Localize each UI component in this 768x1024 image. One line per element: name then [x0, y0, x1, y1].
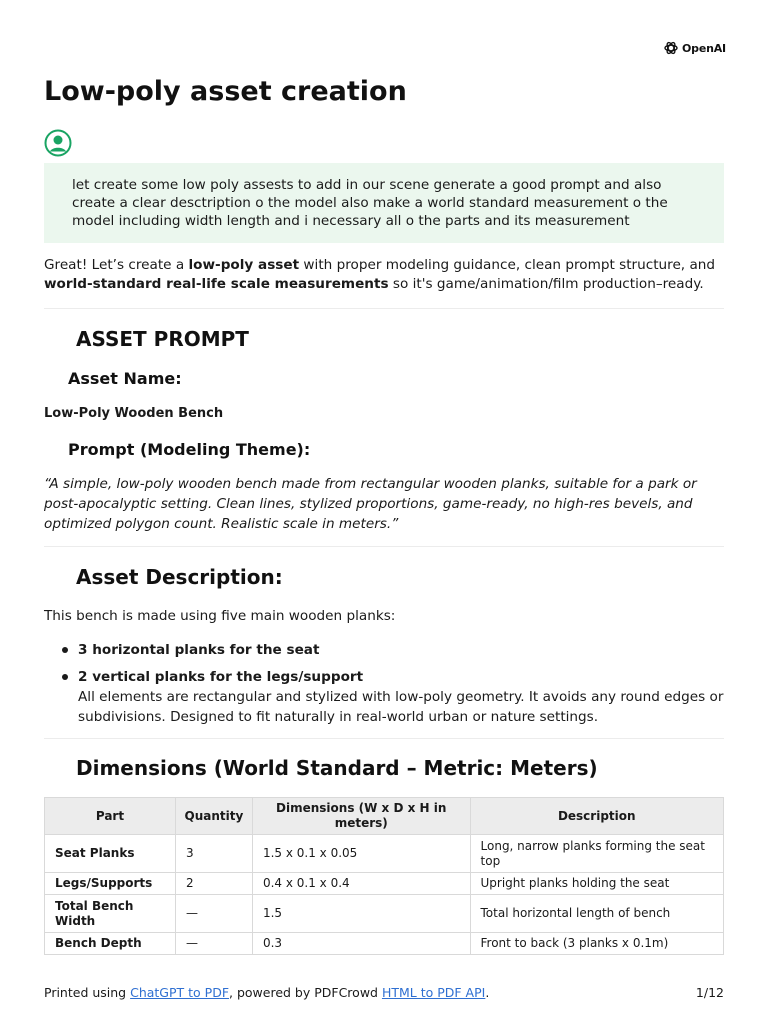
table-cell: 2	[175, 873, 252, 895]
table-cell: 0.3	[252, 933, 470, 955]
table-cell: Upright planks holding the seat	[470, 873, 723, 895]
logo-text: OpenAI	[682, 41, 726, 55]
section-heading-description: Asset Description:	[76, 565, 283, 589]
description-lead: This bench is made using five main wooden planks:	[44, 608, 396, 624]
footer-text: Printed using	[44, 985, 131, 1000]
table-cell: Long, narrow planks forming the seat top	[470, 835, 723, 873]
page-number: 1/12	[695, 985, 724, 1000]
divider	[44, 308, 724, 309]
footer-credit	[44, 985, 489, 1000]
section-heading-dimensions: Dimensions (World Standard – Metric: Meters)	[76, 756, 598, 780]
column-header: Description	[470, 798, 723, 835]
column-header: Quantity	[175, 798, 252, 835]
intro-text: so it's game/animation/film production–ready.	[388, 276, 704, 292]
table-cell: 0.4 x 0.1 x 0.4	[252, 873, 470, 895]
user-message: let create some low poly assests to add in our scene generate a good prompt and also create a clear desctription o the model also make a world standard measurement o the model including width length and i necessary all o the parts and its measurement	[44, 163, 724, 243]
asset-name: Low-Poly Wooden Bench	[44, 406, 224, 421]
table-cell: 1.5	[252, 895, 470, 933]
parts-list	[44, 640, 724, 734]
list-item	[44, 667, 724, 727]
intro-bold: world-standard real-life scale measurements	[44, 276, 389, 292]
footer-text: .	[485, 985, 490, 1000]
openai-logo-icon	[663, 40, 679, 56]
intro-paragraph	[44, 256, 724, 294]
prompt-text: “A simple, low-poly wooden bench made from rectangular wooden planks, suitable for a park or post-apocalyptic setting. Clean lines, stylized proportions, game-ready, no high-res bevels, and optimized polygon count. Realistic scale in meters.”	[44, 476, 697, 532]
openai-logo	[663, 40, 726, 56]
table-row	[45, 895, 724, 933]
asset-name-heading: Asset Name:	[68, 369, 182, 388]
divider	[44, 738, 724, 739]
table-row	[45, 933, 724, 955]
table-cell: Front to back (3 planks x 0.1m)	[470, 933, 723, 955]
table-cell: Seat Planks	[45, 835, 176, 873]
table-cell: —	[175, 933, 252, 955]
column-header: Part	[45, 798, 176, 835]
table-row	[45, 835, 724, 873]
html-to-pdf-api-link[interactable]: HTML to PDF API	[381, 985, 486, 1000]
table-cell: Total horizontal length of bench	[470, 895, 723, 933]
bullet-bold: 3 horizontal planks for the seat	[78, 642, 320, 658]
section-heading-asset-prompt: ASSET PROMPT	[76, 327, 249, 351]
bullet-bold: 2 vertical planks for the legs/support	[78, 669, 364, 685]
table-cell: Total Bench Width	[45, 895, 176, 933]
page-title: Low-poly asset creation	[44, 76, 407, 107]
divider	[44, 546, 724, 547]
footer-text: , powered by PDFCrowd	[229, 985, 382, 1000]
table-cell: 3	[175, 835, 252, 873]
table-row	[45, 873, 724, 895]
user-avatar-icon	[44, 129, 72, 157]
dimensions-table	[44, 797, 724, 955]
table-header-row	[45, 798, 724, 835]
intro-text: with proper modeling guidance, clean prompt structure, and	[299, 257, 716, 273]
table-cell: Legs/Supports	[45, 873, 176, 895]
prompt-heading: Prompt (Modeling Theme):	[68, 440, 311, 459]
table-cell: 1.5 x 0.1 x 0.05	[252, 835, 470, 873]
bullet-text: All elements are rectangular and stylized with low-poly geometry. It avoids any round edges or subdivisions. Designed to fit naturally in real-world urban or nature settings.	[78, 689, 724, 725]
list-item	[44, 640, 724, 660]
table-cell: —	[175, 895, 252, 933]
intro-bold: low-poly asset	[188, 257, 300, 273]
column-header: Dimensions (W x D x H in meters)	[252, 798, 470, 835]
chatgpt-to-pdf-link[interactable]: ChatGPT to PDF	[130, 985, 230, 1000]
table-cell: Bench Depth	[45, 933, 176, 955]
intro-text: Great! Let’s create a	[44, 257, 189, 273]
